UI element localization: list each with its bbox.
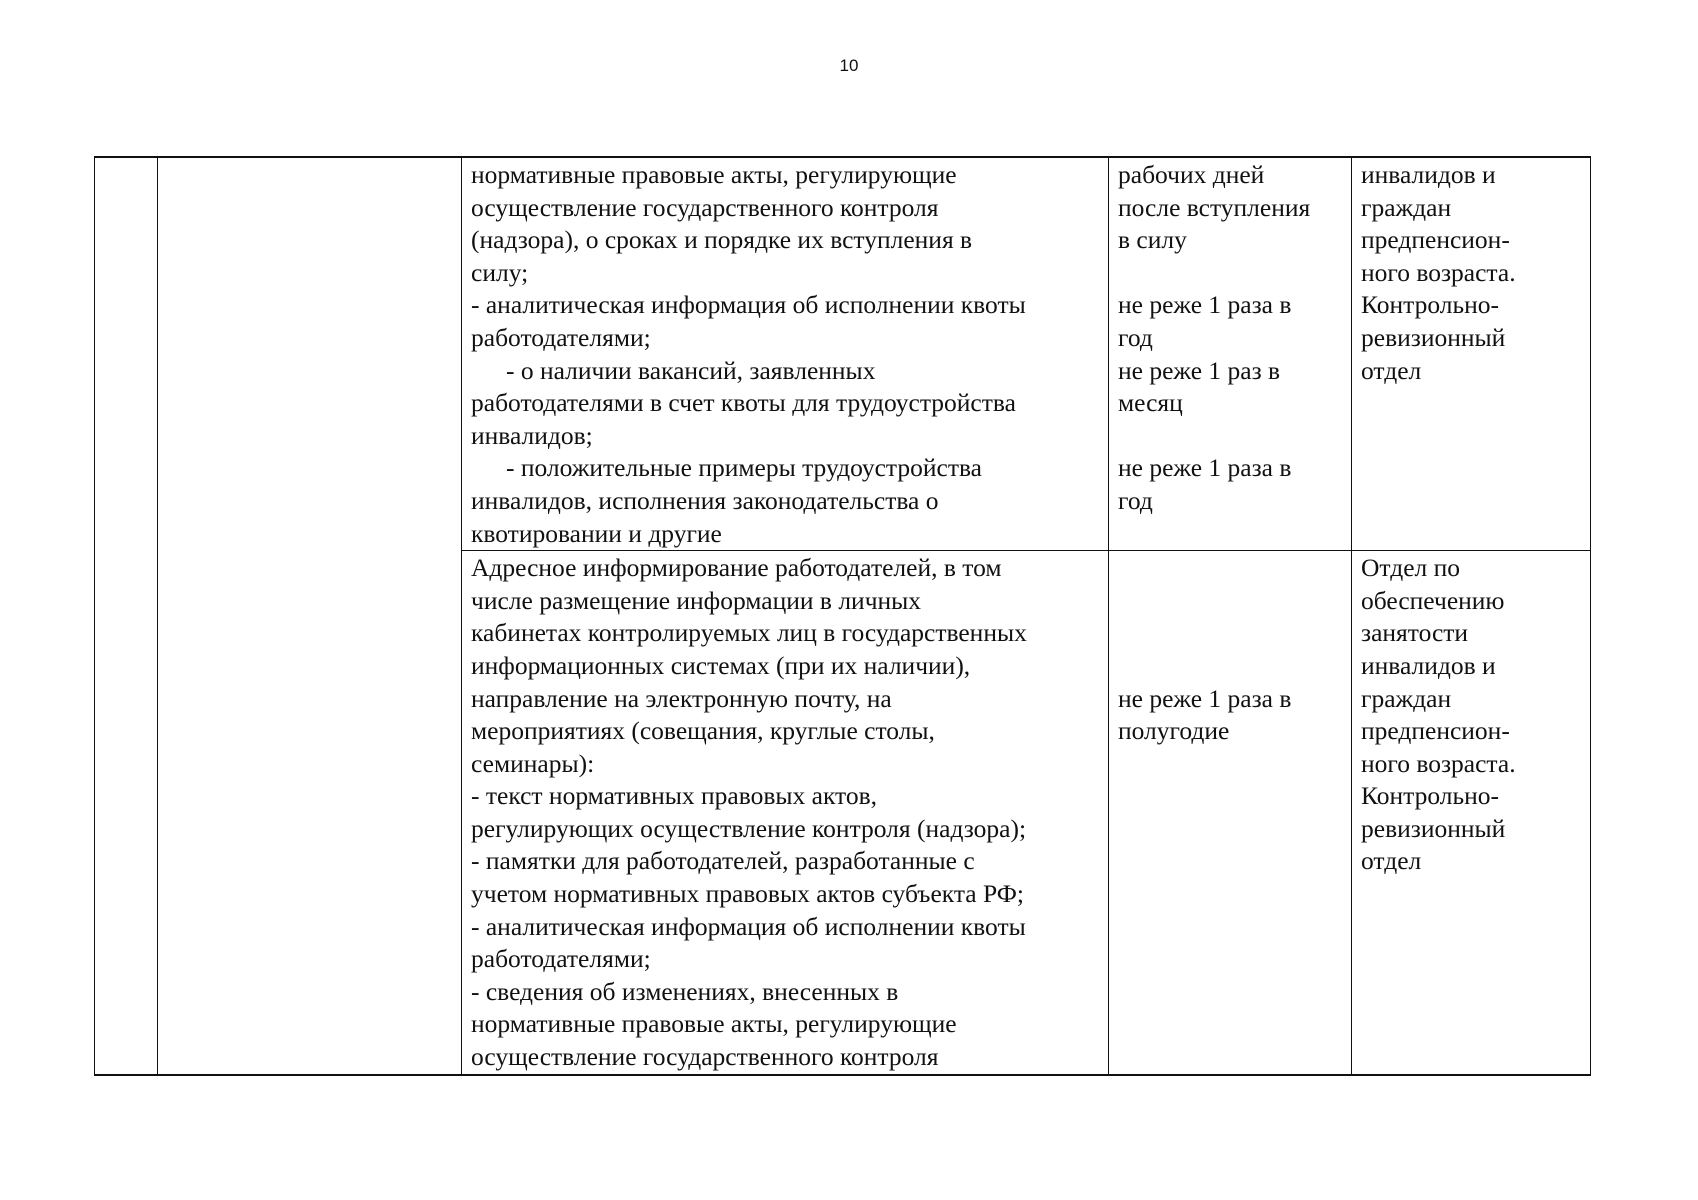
spacer [1118,420,1343,453]
content-line: - аналитическая информация об исполнении квоты [471,290,1026,320]
content-line: работодателями; [471,322,651,352]
spacer [1118,552,1343,585]
content-line: - о наличии вакансий, заявленных [506,355,876,385]
responsible-line: инвалидов и [1361,160,1496,189]
content-line: квотировании и другие [471,518,722,548]
period-line: полугодие [1118,716,1230,746]
responsible-line: инвалидов и [1361,650,1496,680]
plan-table [94,156,1591,1076]
content-line: - текст нормативных правовых актов, [471,781,878,811]
content-line: работодателями в счет квоты для трудоустройства [471,388,1016,418]
content-line: мероприятиях (совещания, круглые столы, [471,716,935,746]
content-line: кабинетах контролируемых лиц в государственных [471,618,1027,648]
responsible-line: Контрольно- [1361,290,1499,320]
period-line: не реже 1 раза в [1118,683,1292,713]
responsible-line: ного возраста. [1361,257,1516,287]
period-line: не реже 1 раза в [1118,290,1292,320]
content-line: нормативные правовые акты, регулирующие [471,160,957,189]
responsible-line: ревизионный [1361,813,1506,843]
spacer [1118,257,1343,290]
content-line: - аналитическая информация об исполнении квоты [471,911,1026,941]
responsible-line: граждан [1361,192,1452,222]
content-line: учетом нормативных правовых актов субъекта РФ; [471,879,1024,909]
table-row [95,157,1591,551]
period-line: после вступления [1118,192,1311,222]
content-cell [462,157,1109,551]
content-line: силу; [471,257,529,287]
measure-name-cell [158,157,462,551]
period-line: не реже 1 раз в [1118,355,1281,385]
content-line: инвалидов; [471,420,593,450]
content-line: нормативные правовые акты, регулирующие [471,1009,957,1039]
period-line: в силу [1118,225,1187,255]
period-line: год [1118,485,1153,515]
period-line: не реже 1 раза в [1118,453,1292,483]
period-line: год [1118,322,1153,352]
content-cell [462,551,1109,1075]
content-line: Адресное информирование работодателей, в том [471,553,1002,583]
content-line: - положительные примеры трудоустройства [506,453,982,483]
number-cell [95,157,158,551]
content-line: числе размещение информации в личных [471,585,922,615]
period-cell [1109,157,1352,551]
period-line: месяц [1118,388,1183,418]
spacer [1118,585,1343,618]
measure-name-cell [158,551,462,1075]
table-row [95,551,1591,1075]
responsible-line: занятости [1361,618,1469,648]
responsible-line: предпенсион- [1361,716,1510,746]
responsible-cell [1352,157,1591,551]
content-line: инвалидов, исполнения законодательства о [471,485,939,515]
responsible-line: предпенсион- [1361,225,1510,255]
number-cell [95,551,158,1075]
content-line: - памятки для работодателей, разработанные с [471,846,975,876]
content-line: направление на электронную почту, на [471,683,892,713]
period-cell [1109,551,1352,1075]
responsible-line: Отдел по [1361,553,1461,583]
page-number: 10 [839,56,859,75]
responsible-line: ревизионный [1361,322,1506,352]
content-line: регулирующих осуществление контроля (надзора); [471,813,1027,843]
content-line: семинары): [471,748,595,778]
responsible-line: ного возраста. [1361,748,1516,778]
responsible-line: обеспечению [1361,585,1505,615]
content-line: осуществление государственного контроля [471,1042,939,1072]
period-line: рабочих дней [1118,160,1265,189]
spacer [1118,650,1343,683]
responsible-cell [1352,551,1591,1075]
content-line: - сведения об изменениях, внесенных в [471,976,899,1006]
content-line: (надзора), о сроках и порядке их вступления в [471,225,973,255]
spacer [1118,617,1343,650]
responsible-line: отдел [1361,846,1422,876]
content-line: осуществление государственного контроля [471,192,939,222]
responsible-line: граждан [1361,683,1452,713]
content-line: работодателями; [471,944,651,974]
responsible-line: Контрольно- [1361,781,1499,811]
content-line: информационных системах (при их наличии), [471,650,971,680]
responsible-line: отдел [1361,355,1422,385]
